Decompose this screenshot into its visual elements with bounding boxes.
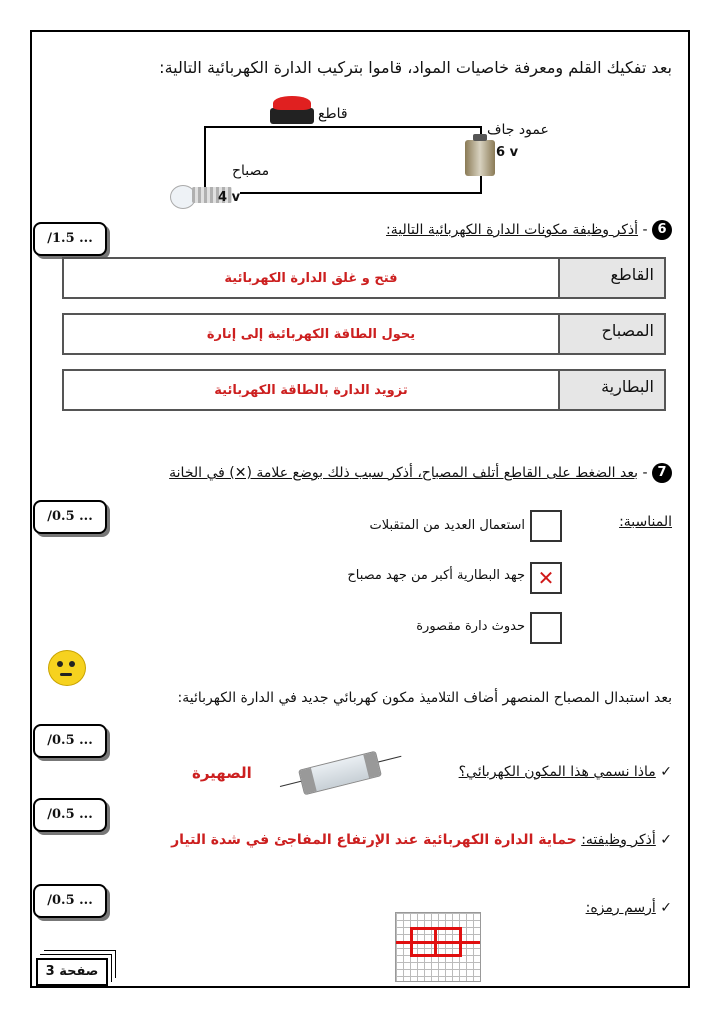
page-number: صفحة 3 bbox=[45, 964, 99, 979]
q6-heading: 6 - أذكر وظيفة مكونات الدارة الكهربائية التالية: bbox=[386, 220, 672, 240]
q-name-line bbox=[459, 764, 672, 780]
q7-heading: 7 - بعد الضغط على القاطع أتلف المصباح، أذكر سبب ذلك بوضع علامة (✕) في الخانة bbox=[169, 463, 672, 483]
q-symbol-line bbox=[586, 900, 672, 916]
battery-label: عمود جاف bbox=[487, 122, 549, 138]
q7-checkbox[interactable] bbox=[530, 510, 562, 542]
q7-option-text: حدوث دارة مقصورة bbox=[416, 619, 525, 634]
q6-number: 6 bbox=[652, 220, 672, 240]
part2-score-box: /0.5 ... bbox=[33, 724, 107, 758]
q6-row-answer: تزويد الدارة بالطاقة الكهربائية bbox=[214, 383, 408, 398]
part2-score-box: /0.5 ... bbox=[33, 798, 107, 832]
q-name-answer: الصهيرة bbox=[192, 764, 252, 782]
q7-prompt-cont: المناسبة: bbox=[619, 514, 672, 530]
q7-option-text: استعمال العديد من المتقبلات bbox=[369, 518, 525, 533]
q7-option-text: جهد البطارية أكبر من جهد مصباح bbox=[347, 568, 525, 583]
q6-row-answer: فتح و غلق الدارة الكهربائية bbox=[224, 271, 398, 286]
intro-text: بعد تفكيك القلم ومعرفة خاصيات المواد، قاموا بتركيب الدارة الكهربائية التالية: bbox=[159, 58, 672, 77]
battery-voltage: 6 v bbox=[496, 145, 519, 160]
q6-row-answer: يحول الطاقة الكهربائية إلى إنارة bbox=[206, 327, 416, 342]
q6-row bbox=[62, 257, 666, 299]
q7-checkbox[interactable] bbox=[530, 612, 562, 644]
check-icon: ✓ bbox=[660, 764, 672, 780]
q7-score-box: /0.5 ... bbox=[33, 500, 107, 534]
fuse-symbol-drawing bbox=[395, 912, 481, 982]
q6-score-box: /1.5 ... bbox=[33, 222, 107, 256]
q6-row bbox=[62, 313, 666, 355]
part2-score-box: /0.5 ... bbox=[33, 884, 107, 918]
q6-row-label: المصباح bbox=[558, 315, 664, 353]
part2-intro: بعد استبدال المصباح المنصهر أضاف التلاميذ مكون كهربائي جديد في الدارة الكهربائية: bbox=[177, 690, 672, 706]
switch-label: قاطع bbox=[318, 106, 348, 122]
q-name-prompt: ماذا نسمي هذا المكون الكهربائي؟ bbox=[458, 764, 656, 780]
page-number-tab bbox=[36, 958, 108, 986]
q6-row bbox=[62, 369, 666, 411]
q7-prompt: بعد الضغط على القاطع أتلف المصباح، أذكر سبب ذلك بوضع علامة (✕) في الخانة bbox=[169, 465, 639, 481]
thinking-face-icon bbox=[48, 650, 86, 686]
q7-number: 7 bbox=[652, 463, 672, 483]
lamp-label: مصباح bbox=[232, 163, 270, 179]
q-func-answer: حماية الدارة الكهربائية عند الإرتفاع المفاجئ في شدة التيار bbox=[171, 832, 577, 848]
q-func-label: أذكر وظيفته: bbox=[581, 832, 656, 848]
check-icon: ✓ bbox=[660, 900, 672, 916]
q-func-line bbox=[171, 832, 672, 848]
q7-checkbox[interactable]: ✕ bbox=[530, 562, 562, 594]
lamp-voltage: 4 v bbox=[218, 190, 241, 205]
q6-prompt: أذكر وظيفة مكونات الدارة الكهربائية التالية: bbox=[386, 222, 639, 238]
check-icon: ✓ bbox=[660, 832, 672, 848]
q-symbol-label: أرسم رمزه: bbox=[585, 900, 656, 916]
q6-row-label: البطارية bbox=[558, 371, 664, 409]
q6-row-label: القاطع bbox=[558, 259, 664, 297]
